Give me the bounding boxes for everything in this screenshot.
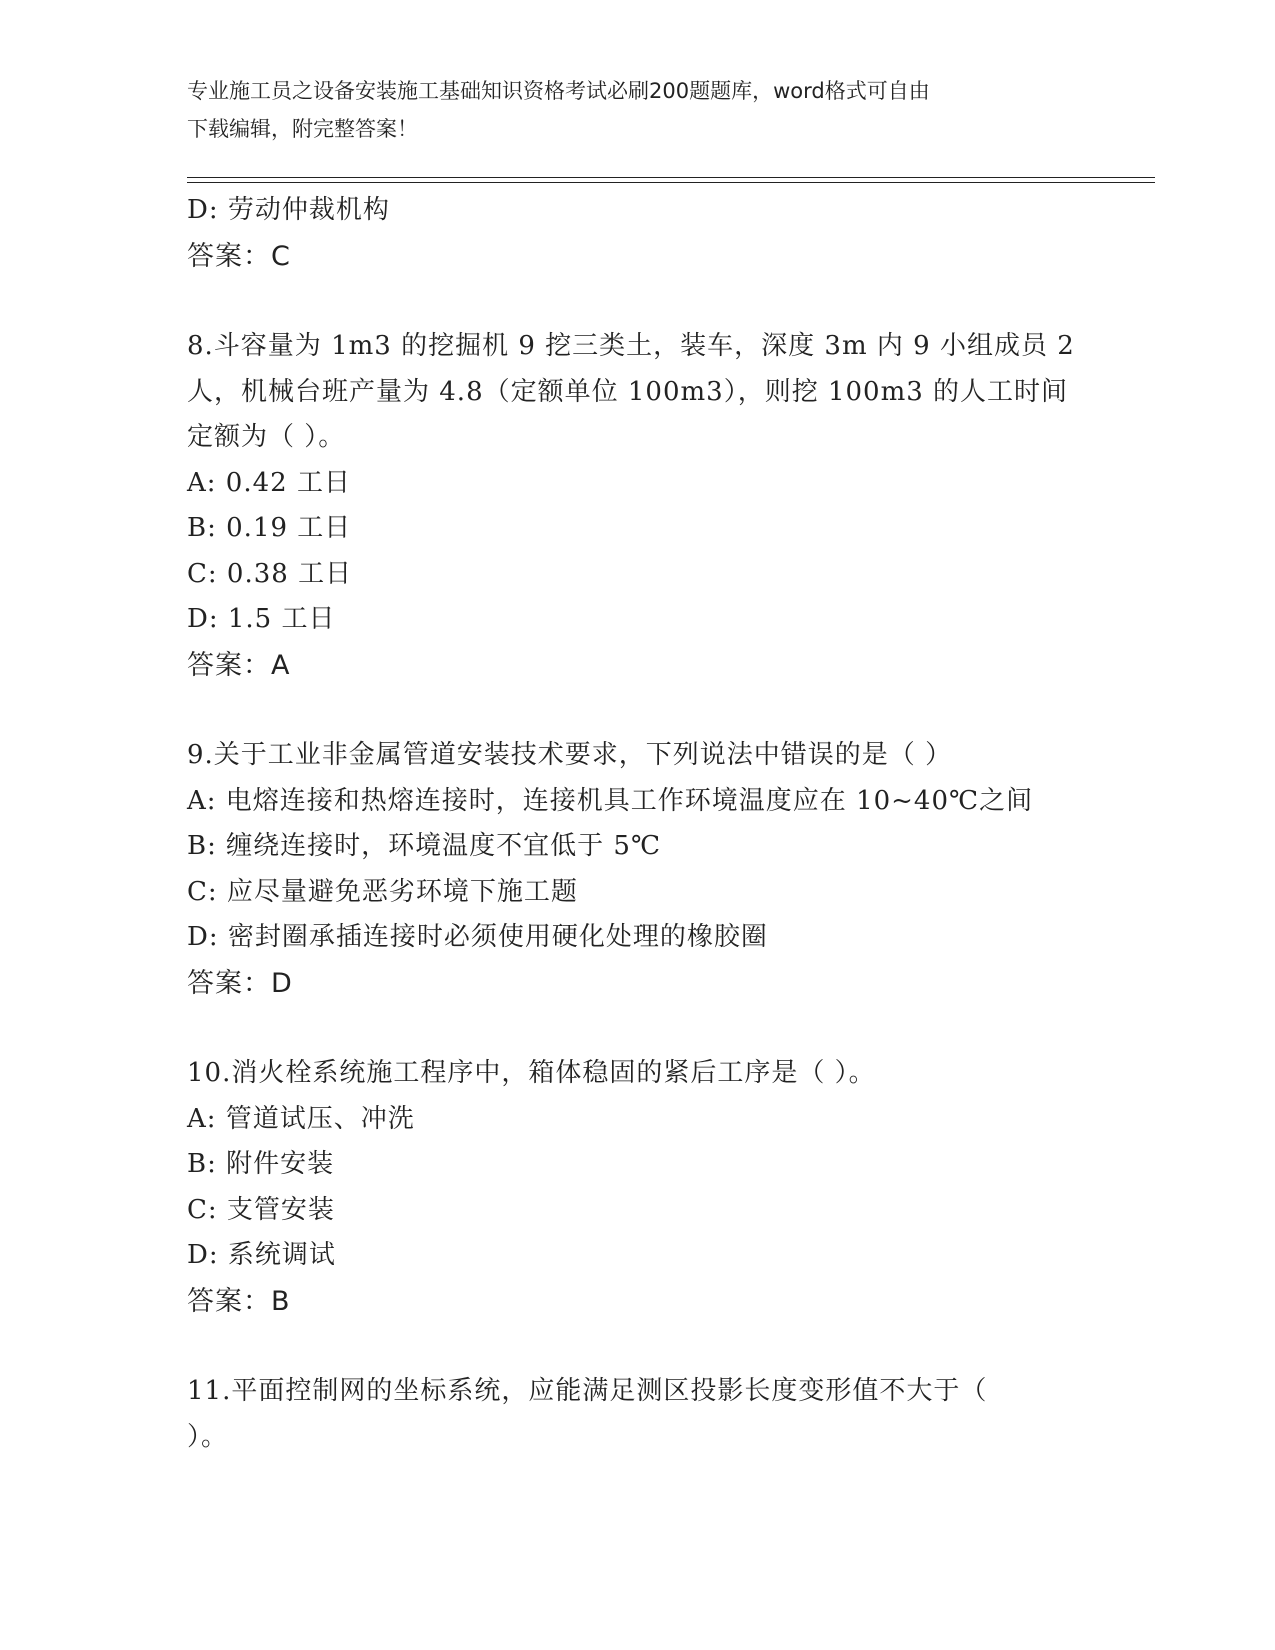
spacer (187, 688, 1087, 733)
question-text-line: 定额为（ ）。 (187, 422, 346, 452)
option-a: A: 0.42 工日 (187, 467, 351, 498)
header-rule-top (187, 177, 1155, 178)
question-11 (187, 1369, 1087, 1460)
answer: 答案：A (187, 649, 291, 681)
option-c: C: 0.38 工日 (187, 558, 353, 589)
option-c: C: 支管安装 (187, 1194, 335, 1225)
spacer (187, 279, 1087, 324)
option-b: B: 附件安装 (187, 1149, 335, 1179)
prev-answer: 答案：C (187, 240, 291, 272)
header-rule-bottom (187, 182, 1155, 183)
spacer (187, 1006, 1087, 1051)
answer: 答案：B (187, 1285, 291, 1317)
spacer (187, 1324, 1087, 1369)
option-d: D: 密封圈承插连接时必须使用硬化处理的橡胶圈 (187, 922, 768, 952)
question-text-line: 9.关于工业非金属管道安装技术要求，下列说法中错误的是（ ） (187, 740, 953, 770)
question-body (187, 188, 1087, 1460)
option-b: B: 缠绕连接时，环境温度不宜低于 5℃ (187, 831, 662, 861)
prev-option-d: D: 劳动仲裁机构 (187, 195, 390, 225)
header-line-1: 专业施工员之设备安装施工基础知识资格考试必刷200题题库，word格式可自由 (187, 79, 930, 103)
option-a: A: 管道试压、冲洗 (187, 1103, 415, 1134)
option-a: A: 电熔连接和热熔连接时，连接机具工作环境温度应在 10~40℃之间 (187, 785, 1034, 816)
question-text-line: 8.斗容量为 1m3 的挖掘机 9 挖三类土，装车，深度 3m 内 9 小组成员 2 (187, 331, 1075, 361)
question-text-line: 10.消火栓系统施工程序中，箱体稳固的紧后工序是（ ）。 (187, 1058, 876, 1088)
option-b: B: 0.19 工日 (187, 513, 352, 543)
option-d: D: 系统调试 (187, 1240, 336, 1270)
question-10 (187, 1051, 1087, 1324)
page-header (187, 72, 1077, 148)
question-text-line: 人，机械台班产量为 4.8（定额单位 100m3），则挖 100m3 的人工时间 (187, 376, 1069, 407)
option-d: D: 1.5 工日 (187, 604, 336, 634)
question-9 (187, 733, 1087, 1006)
option-c: C: 应尽量避免恶劣环境下施工题 (187, 876, 578, 907)
header-line-2: 下载编辑，附完整答案！ (187, 117, 418, 141)
question-text-line: ）。 (187, 1421, 229, 1452)
question-8 (187, 324, 1087, 688)
answer: 答案：D (187, 967, 293, 999)
question-text-line: 11.平面控制网的坐标系统，应能满足测区投影长度变形值不大于（ (187, 1376, 988, 1406)
